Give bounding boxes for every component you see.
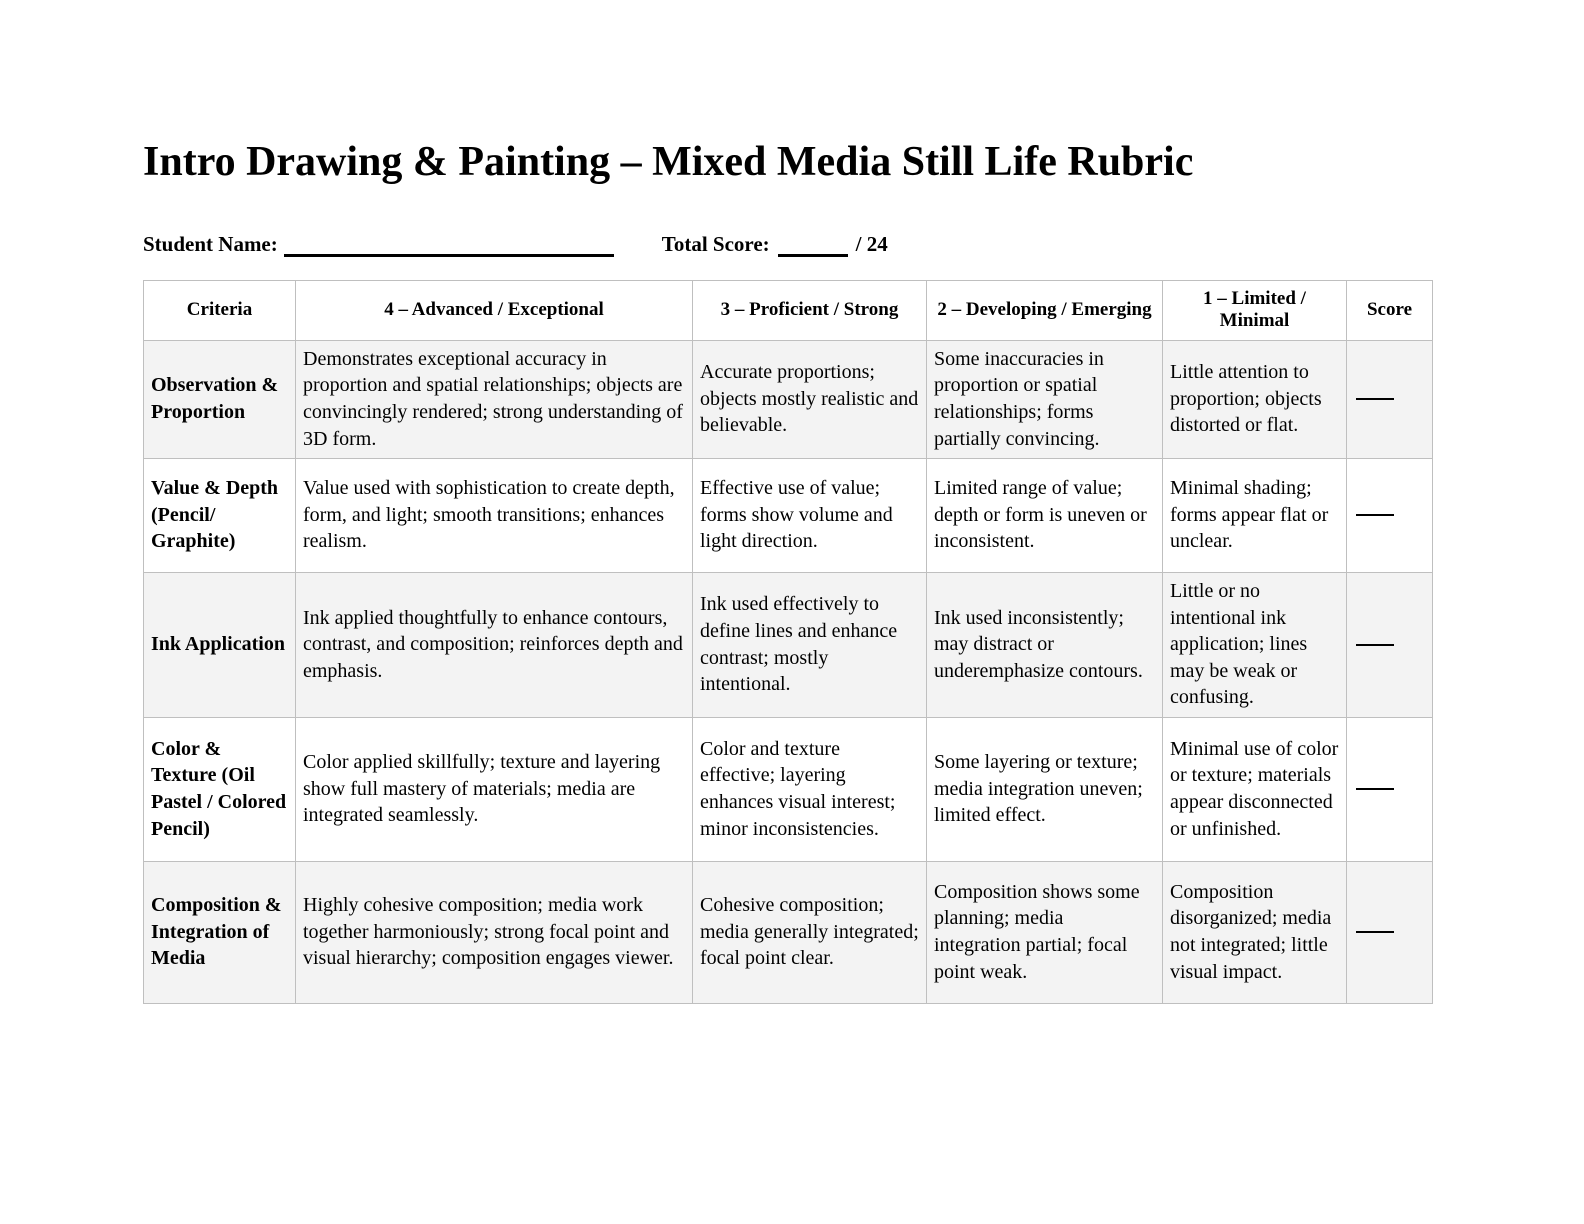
level-2-cell: Some inaccuracies in proportion or spatial relationships; forms partially convincing. bbox=[927, 340, 1163, 458]
score-blank-line bbox=[1356, 788, 1394, 790]
criteria-cell: Value & Depth (Pencil/ Graphite) bbox=[144, 458, 296, 572]
level-4-cell: Highly cohesive composition; media work together harmoniously; strong focal point and visual hierarchy; composition engages viewer. bbox=[296, 861, 693, 1003]
meta-row bbox=[143, 232, 1444, 257]
criteria-cell: Ink Application bbox=[144, 572, 296, 717]
table-row bbox=[144, 717, 1433, 861]
level-2-cell: Composition shows some planning; media integration partial; focal point weak. bbox=[927, 861, 1163, 1003]
score-cell bbox=[1347, 717, 1433, 861]
score-blank-line bbox=[1356, 514, 1394, 516]
criteria-cell: Observation & Proportion bbox=[144, 340, 296, 458]
score-blank-line bbox=[1356, 398, 1394, 400]
level-3-cell: Color and texture effective; layering enhances visual interest; minor inconsistencies. bbox=[693, 717, 927, 861]
level-1-cell: Composition disorganized; media not integrated; little visual impact. bbox=[1163, 861, 1347, 1003]
level-4-cell: Value used with sophistication to create depth, form, and light; smooth transitions; enhances realism. bbox=[296, 458, 693, 572]
table-row bbox=[144, 458, 1433, 572]
page-title: Intro Drawing & Painting – Mixed Media Still Life Rubric bbox=[143, 139, 1194, 185]
student-name-blank bbox=[284, 234, 614, 257]
criteria-cell: Composition & Integration of Media bbox=[144, 861, 296, 1003]
score-cell bbox=[1347, 572, 1433, 717]
level-1-cell: Minimal use of color or texture; materials appear disconnected or unfinished. bbox=[1163, 717, 1347, 861]
table-row bbox=[144, 340, 1433, 458]
level-3-cell: Effective use of value; forms show volume and light direction. bbox=[693, 458, 927, 572]
level-2-cell: Limited range of value; depth or form is uneven or inconsistent. bbox=[927, 458, 1163, 572]
score-cell bbox=[1347, 861, 1433, 1003]
table-header-row bbox=[144, 280, 1433, 340]
level-4-cell: Color applied skillfully; texture and layering show full mastery of materials; media are integrated seamlessly. bbox=[296, 717, 693, 861]
score-blank-line bbox=[1356, 644, 1394, 646]
column-header-level-1: 1 – Limited / Minimal bbox=[1163, 280, 1347, 340]
level-1-cell: Little attention to proportion; objects distorted or flat. bbox=[1163, 340, 1347, 458]
level-3-cell: Cohesive composition; media generally integrated; focal point clear. bbox=[693, 861, 927, 1003]
level-2-cell: Some layering or texture; media integration uneven; limited effect. bbox=[927, 717, 1163, 861]
level-4-cell: Demonstrates exceptional accuracy in proportion and spatial relationships; objects are convincingly rendered; strong understanding of 3D form. bbox=[296, 340, 693, 458]
total-score-blank bbox=[778, 234, 848, 257]
column-header-level-2: 2 – Developing / Emerging bbox=[927, 280, 1163, 340]
column-header-level-4: 4 – Advanced / Exceptional bbox=[296, 280, 693, 340]
table-row bbox=[144, 572, 1433, 717]
score-blank-line bbox=[1356, 931, 1394, 933]
score-cell bbox=[1347, 458, 1433, 572]
total-score-label: Total Score: bbox=[661, 231, 770, 256]
criteria-cell: Color & Texture (Oil Pastel / Colored Pencil) bbox=[144, 717, 296, 861]
column-header-level-3: 3 – Proficient / Strong bbox=[693, 280, 927, 340]
total-score-denominator: / 24 bbox=[855, 231, 888, 256]
level-3-cell: Ink used effectively to define lines and enhance contrast; mostly intentional. bbox=[693, 572, 927, 717]
score-cell bbox=[1347, 340, 1433, 458]
level-2-cell: Ink used inconsistently; may distract or underemphasize contours. bbox=[927, 572, 1163, 717]
column-header-criteria: Criteria bbox=[144, 280, 296, 340]
rubric-table bbox=[143, 280, 1433, 1004]
student-name-label: Student Name: bbox=[143, 231, 278, 256]
column-header-score: Score bbox=[1347, 280, 1433, 340]
level-3-cell: Accurate proportions; objects mostly realistic and believable. bbox=[693, 340, 927, 458]
table-row bbox=[144, 861, 1433, 1003]
level-1-cell: Little or no intentional ink application; lines may be weak or confusing. bbox=[1163, 572, 1347, 717]
level-4-cell: Ink applied thoughtfully to enhance contours, contrast, and composition; reinforces depth and emphasis. bbox=[296, 572, 693, 717]
level-1-cell: Minimal shading; forms appear flat or unclear. bbox=[1163, 458, 1347, 572]
